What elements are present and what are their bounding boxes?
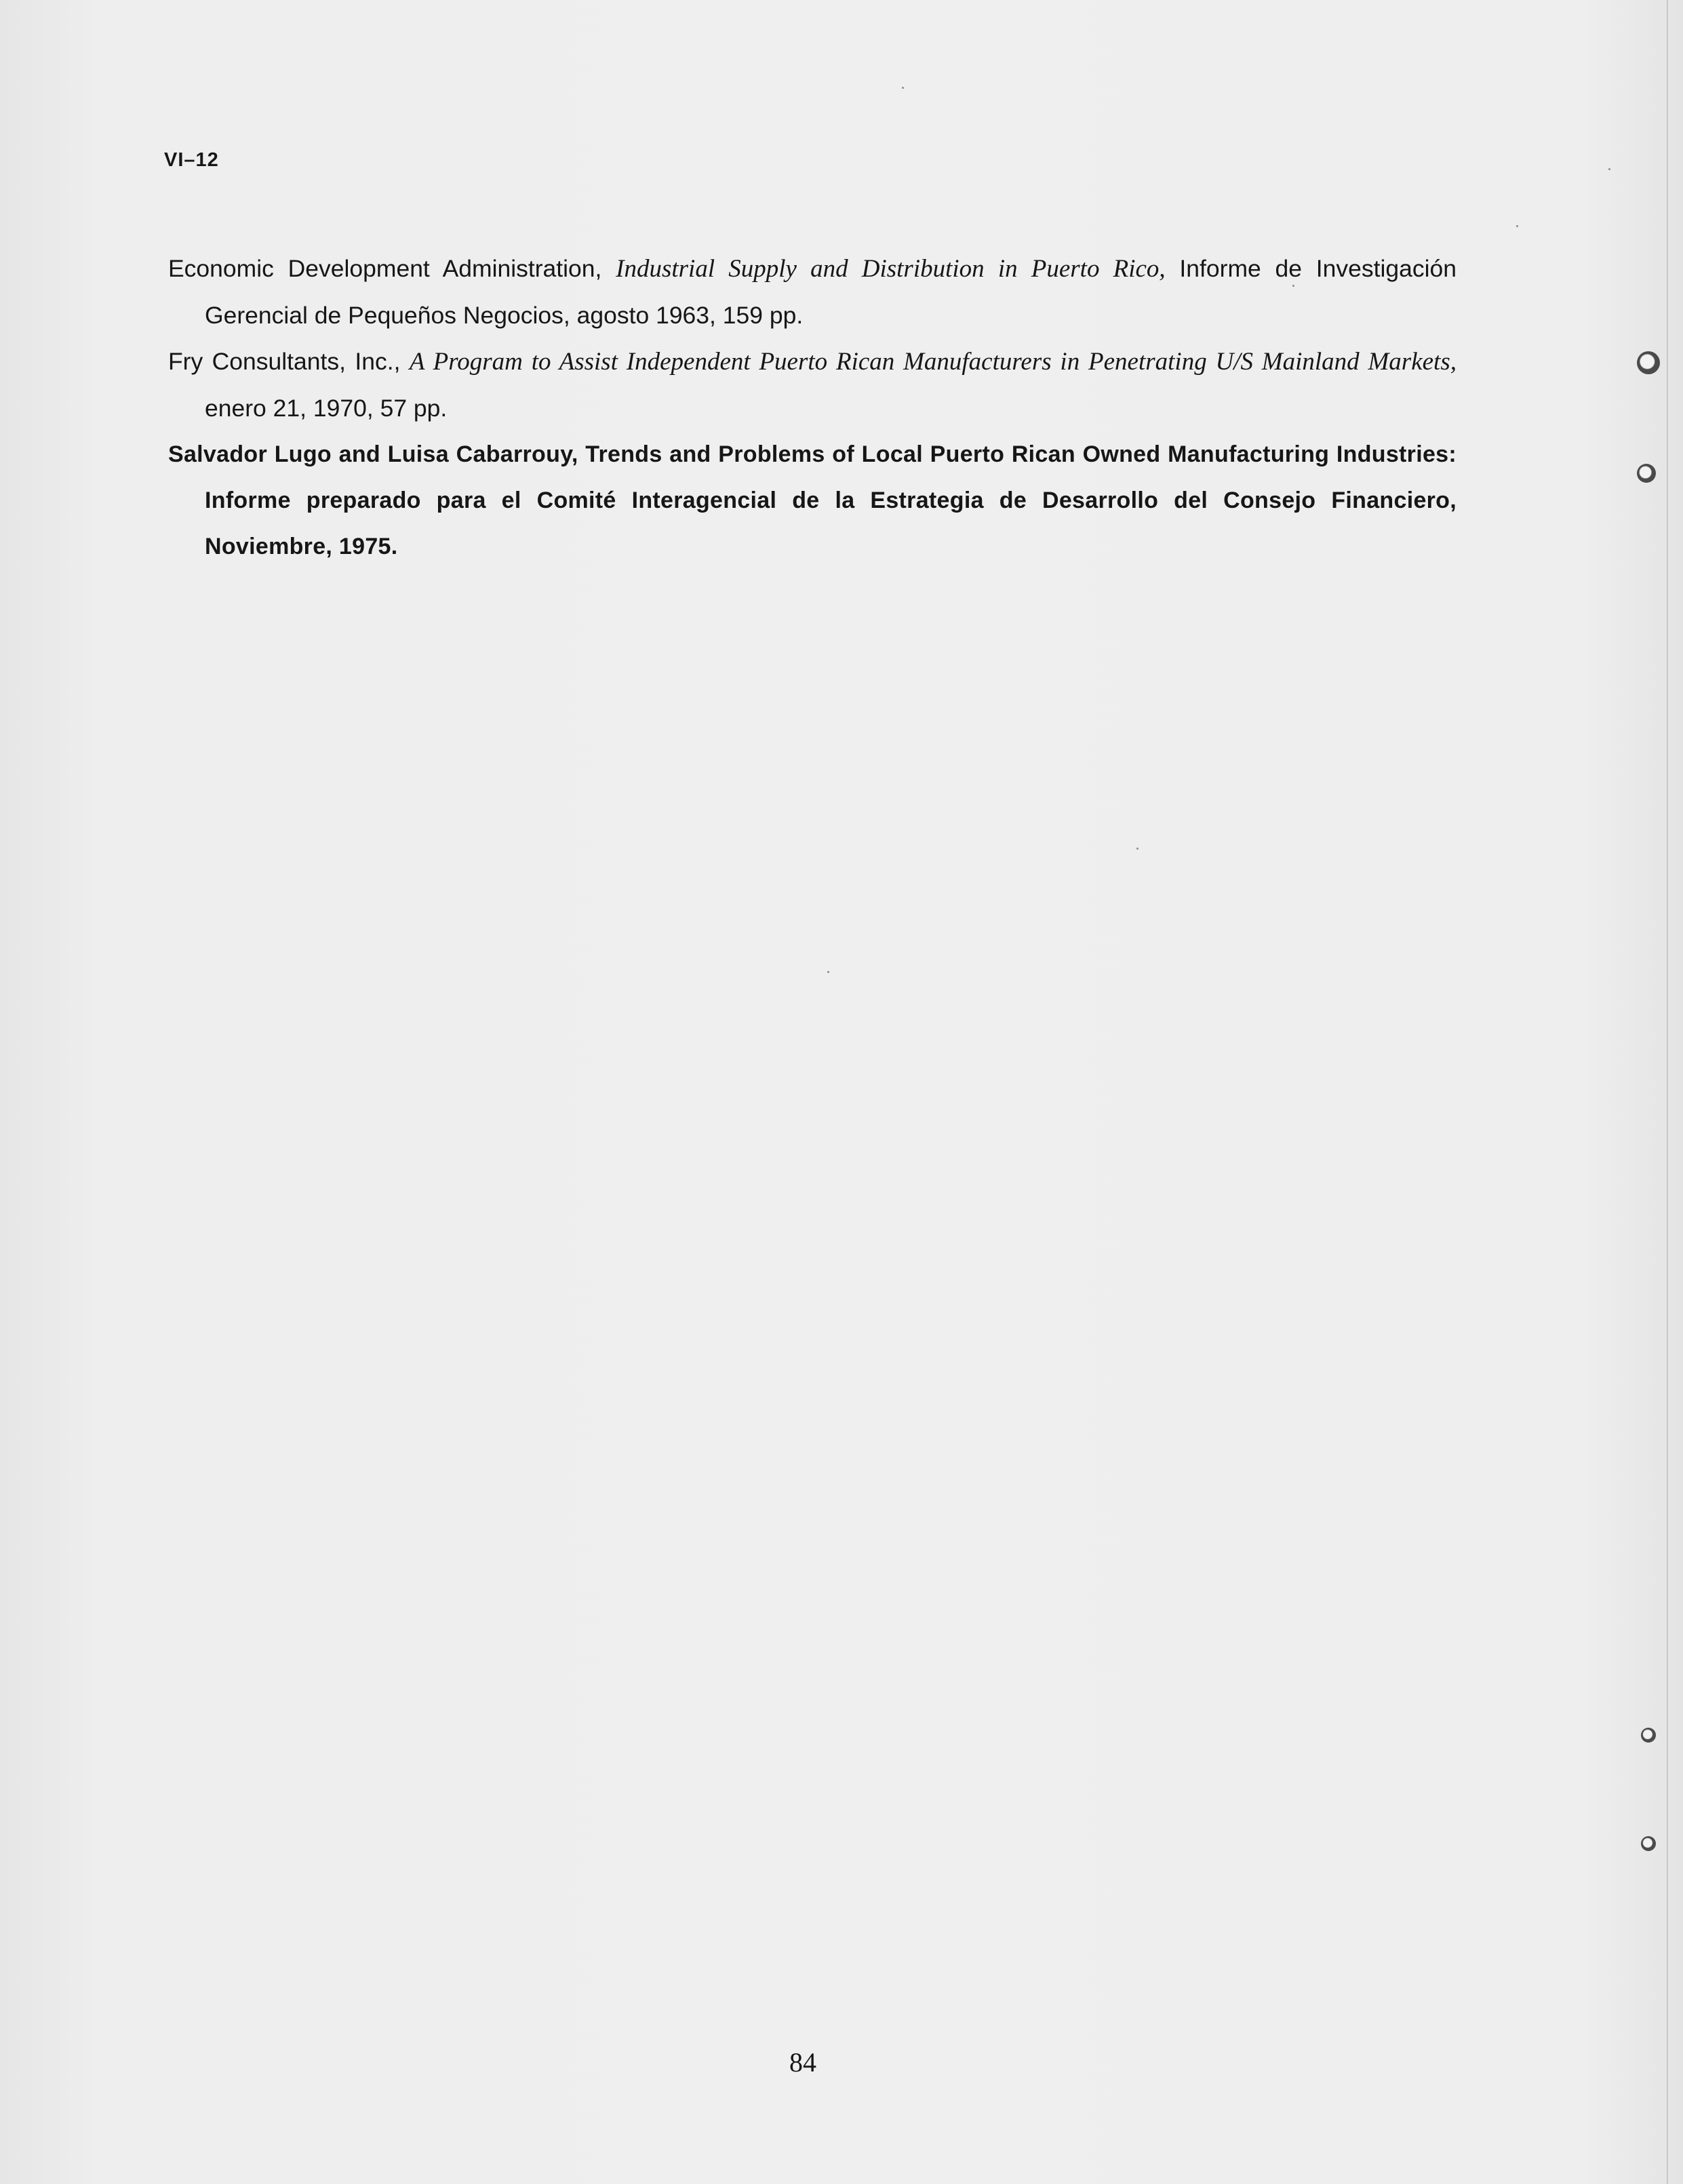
punch-hole-icon <box>1637 351 1660 374</box>
scan-speck <box>1516 225 1518 227</box>
page-edge-line <box>1667 0 1668 2184</box>
reference-item: Salvador Lugo and Luisa Cabarrouy, Trends and Problems of Local Puerto Rican Owned Manufacturing Industries: Informe preparado para el Comité Interagencial de la Estrategia de Desarrollo del Consejo Financiero, Noviembre, 1975. <box>168 441 1457 559</box>
punch-hole-icon <box>1637 464 1656 483</box>
scan-speck <box>902 87 904 89</box>
reference-details: enero 21, 1970, 57 pp. <box>205 395 448 422</box>
punch-hole-icon <box>1641 1836 1656 1851</box>
scan-speck <box>1136 848 1138 850</box>
reference-title: Industrial Supply and Distribution in Puerto Rico, <box>616 255 1166 283</box>
scan-speck <box>1608 168 1610 170</box>
reference-details: Informe de Investigación Gerencial de Pequeños Negocios, agosto 1963, 159 pp. <box>205 255 1457 329</box>
reference-item <box>168 245 1457 338</box>
punch-hole-icon <box>1641 1728 1656 1743</box>
reference-author: Fry Consultants, Inc., <box>168 348 410 375</box>
scan-speck <box>1292 285 1294 287</box>
scan-speck <box>827 971 829 973</box>
reference-title: A Program to Assist Independent Puerto Rican Manufacturers in Penetrating U/S Mainland Markets, <box>409 348 1457 376</box>
page-header: VI–12 <box>164 149 219 171</box>
reference-item <box>168 338 1457 431</box>
reference-author: Economic Development Administration, <box>168 255 616 282</box>
page-number: 84 <box>789 2047 816 2078</box>
reference-list <box>168 245 1457 570</box>
